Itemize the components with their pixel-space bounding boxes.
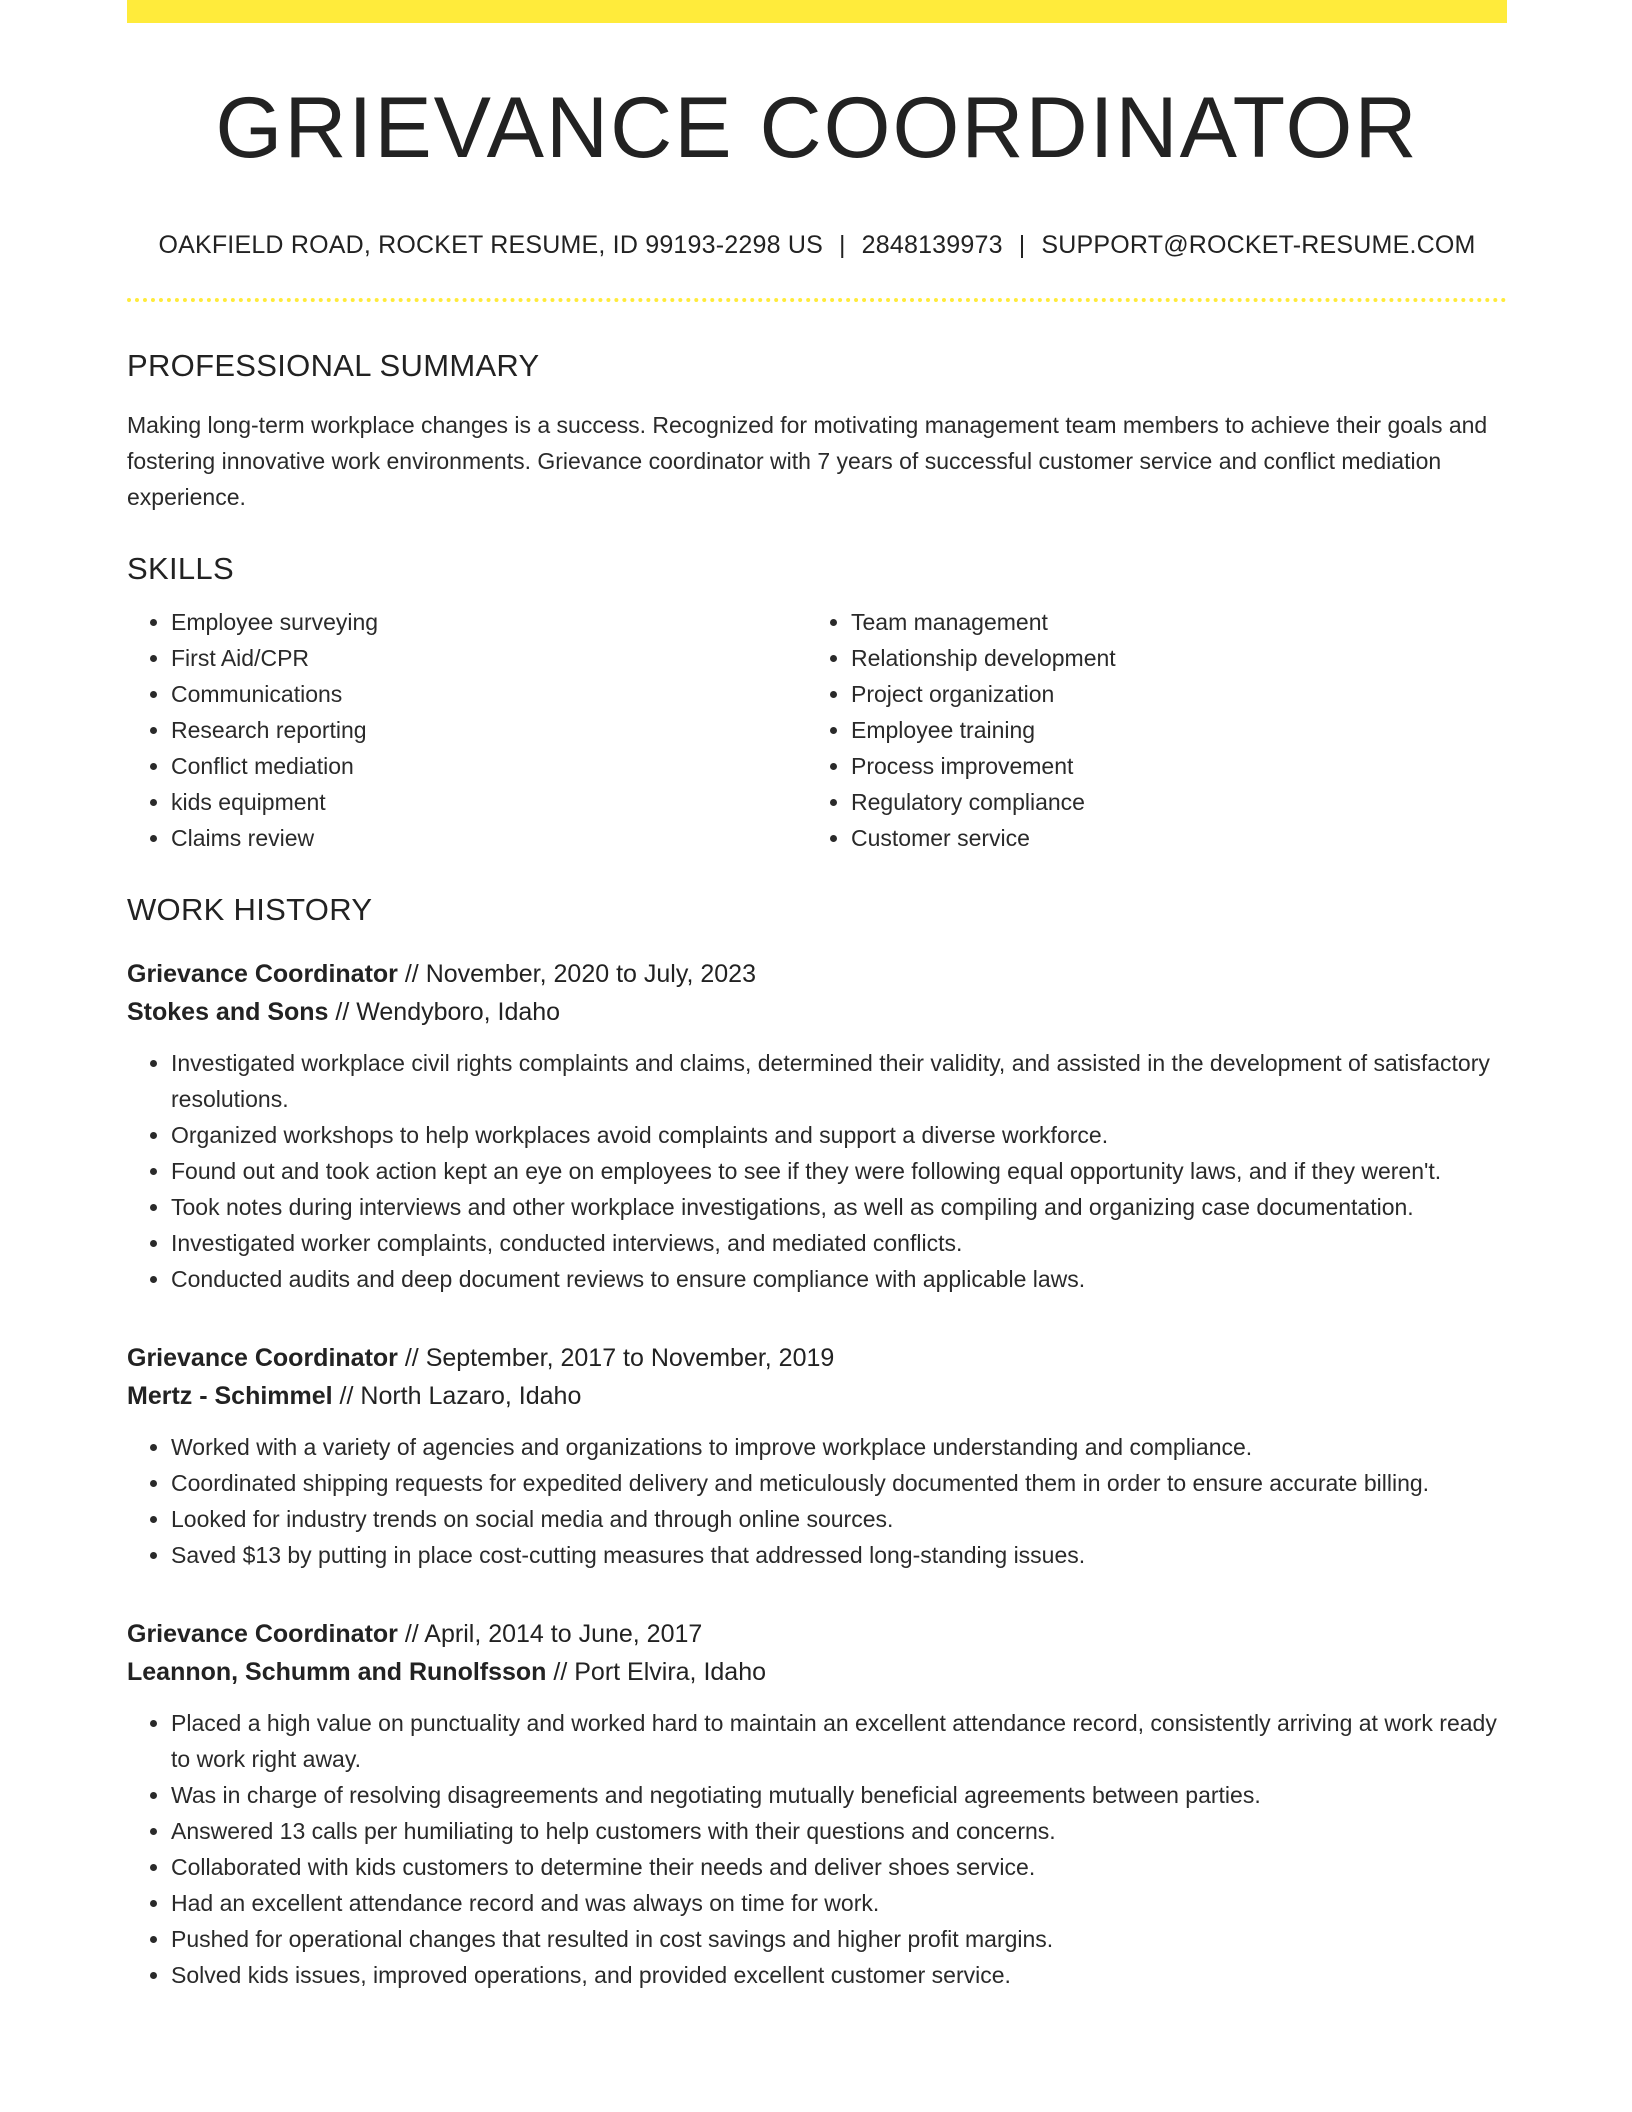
job-entry — [127, 955, 1507, 1297]
skill-item: • Process improvement — [851, 748, 1487, 784]
separator: | — [838, 231, 846, 259]
skill-item: • Team management — [851, 604, 1487, 640]
job-dates: // November, 2020 to July, 2023 — [397, 960, 756, 988]
summary-heading: PROFESSIONAL SUMMARY — [127, 348, 540, 383]
separator: | — [1018, 231, 1026, 259]
job-bullet: • Investigated worker complaints, conducted interviews, and mediated conflicts. — [171, 1225, 1507, 1261]
job-location: // North Lazaro, Idaho — [332, 1382, 582, 1410]
skill-item: • Claims review — [171, 820, 807, 856]
job-company: Stokes and Sons — [127, 998, 329, 1026]
job-bullet: • Investigated workplace civil rights complaints and claims, determined their validity, and assisted in the development of satisfactory resolutions. — [171, 1045, 1507, 1117]
skill-item: • Relationship development — [851, 640, 1487, 676]
job-company-line — [127, 1653, 1507, 1691]
skill-item: • kids equipment — [171, 784, 807, 820]
job-bullet: • Was in charge of resolving disagreements and negotiating mutually beneficial agreements between parties. — [171, 1777, 1507, 1813]
job-bullet: • Pushed for operational changes that resulted in cost savings and higher profit margins. — [171, 1921, 1507, 1957]
address: OAKFIELD ROAD, ROCKET RESUME, ID 99193-2298 US — [158, 231, 823, 259]
job-entry — [127, 1615, 1507, 1993]
skill-item: • Communications — [171, 676, 807, 712]
job-bullet: • Conducted audits and deep document reviews to ensure compliance with applicable laws. — [171, 1261, 1507, 1297]
job-location: // Wendyboro, Idaho — [328, 998, 561, 1026]
job-bullet: • Looked for industry trends on social media and through online sources. — [171, 1501, 1507, 1537]
job-role: Grievance Coordinator — [127, 1620, 398, 1648]
job-bullet: • Collaborated with kids customers to determine their needs and deliver shoes service. — [171, 1849, 1507, 1885]
skill-item: • Research reporting — [171, 712, 807, 748]
job-company: Leannon, Schumm and Runolfsson — [127, 1658, 547, 1686]
skill-item: • Regulatory compliance — [851, 784, 1487, 820]
job-role: Grievance Coordinator — [127, 1344, 398, 1372]
skill-item: • Conflict mediation — [171, 748, 807, 784]
job-bullet: • Had an excellent attendance record and was always on time for work. — [171, 1885, 1507, 1921]
job-role: Grievance Coordinator — [127, 960, 398, 988]
skills-list — [127, 604, 1507, 856]
job-bullets — [127, 1429, 1507, 1573]
job-bullet: • Coordinated shipping requests for expedited delivery and meticulously documented them in order to ensure accurate billing. — [171, 1465, 1507, 1501]
job-role-line — [127, 955, 1507, 993]
job-company-line — [127, 993, 1507, 1031]
job-entry — [127, 1339, 1507, 1573]
skill-item: • Employee training — [851, 712, 1487, 748]
resume-page — [127, 0, 1507, 1993]
job-role-line — [127, 1339, 1507, 1377]
resume-title: GRIEVANCE COORDINATOR — [215, 80, 1419, 176]
job-dates: // September, 2017 to November, 2019 — [397, 1344, 835, 1372]
job-company: Mertz - Schimmel — [127, 1382, 333, 1410]
job-location: // Port Elvira, Idaho — [546, 1658, 767, 1686]
job-bullets — [127, 1705, 1507, 1993]
job-company-line — [127, 1377, 1507, 1415]
dotted-divider — [127, 298, 1507, 302]
accent-bar — [127, 0, 1507, 23]
skills-column-left — [127, 604, 807, 856]
phone: 2848139973 — [861, 231, 1003, 259]
summary-text: Making long-term workplace changes is a success. Recognized for motivating management team members to achieve their goals and fostering innovative work environments. Grievance coordinator with 7 years of successful customer service and conflict mediation experience. — [127, 412, 1488, 510]
job-bullet: • Placed a high value on punctuality and worked hard to maintain an excellent attendance record, consistently arriving at work ready to work right away. — [171, 1705, 1507, 1777]
job-bullet: • Saved $13 by putting in place cost-cutting measures that addressed long-standing issues. — [171, 1537, 1507, 1573]
job-bullets — [127, 1045, 1507, 1297]
job-role-line — [127, 1615, 1507, 1653]
job-bullet: • Solved kids issues, improved operations, and provided excellent customer service. — [171, 1957, 1507, 1993]
job-bullet: • Worked with a variety of agencies and organizations to improve workplace understanding and compliance. — [171, 1429, 1507, 1465]
skill-item: • Project organization — [851, 676, 1487, 712]
skill-item: • First Aid/CPR — [171, 640, 807, 676]
skill-item: • Employee surveying — [171, 604, 807, 640]
contact-line — [127, 233, 1507, 258]
job-bullet: • Organized workshops to help workplaces avoid complaints and support a diverse workforce. — [171, 1117, 1507, 1153]
skills-heading: SKILLS — [127, 551, 234, 586]
skills-column-right — [807, 604, 1487, 856]
job-bullet: • Answered 13 calls per humiliating to help customers with their questions and concerns. — [171, 1813, 1507, 1849]
job-bullet: • Took notes during interviews and other workplace investigations, as well as compiling and organizing case documentation. — [171, 1189, 1507, 1225]
work-history-heading: WORK HISTORY — [127, 892, 373, 927]
job-bullet: • Found out and took action kept an eye on employees to see if they were following equal opportunity laws, and if they weren't. — [171, 1153, 1507, 1189]
email: SUPPORT@ROCKET-RESUME.COM — [1041, 231, 1476, 259]
job-dates: // April, 2014 to June, 2017 — [397, 1620, 703, 1648]
skill-item: • Customer service — [851, 820, 1487, 856]
